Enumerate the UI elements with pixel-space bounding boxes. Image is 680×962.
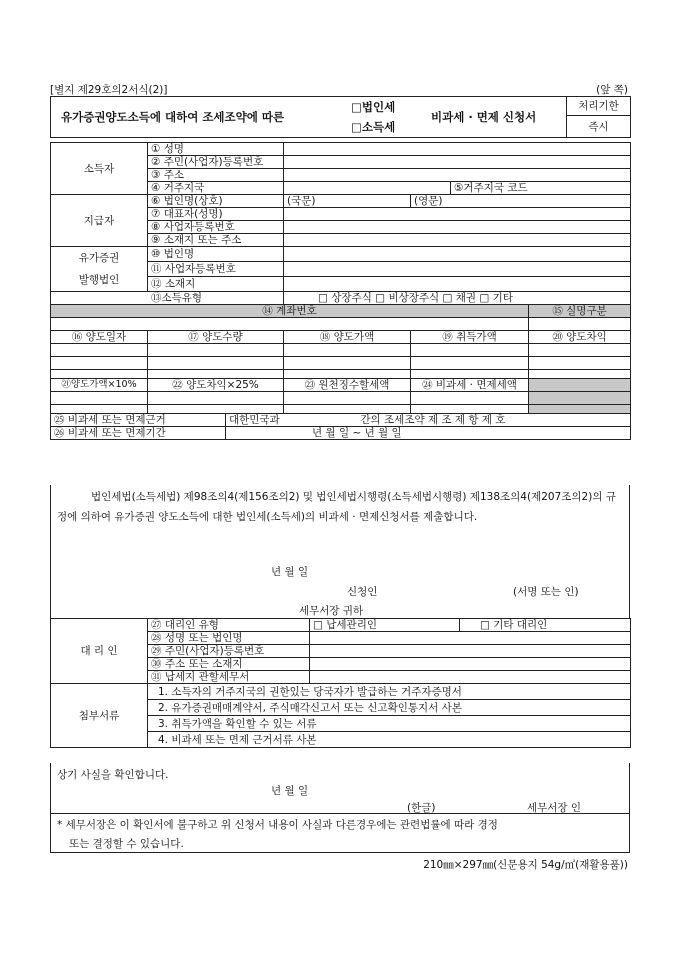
- address-input[interactable]: [284, 169, 631, 182]
- account-number-label: ⑭ 계좌번호: [51, 305, 529, 318]
- attachments-label: 첨부서류: [51, 684, 148, 748]
- transfer-value-input-3[interactable]: [284, 370, 411, 379]
- transfer-gain-input[interactable]: [529, 344, 631, 357]
- declaration-date[interactable]: 년 월 일: [271, 566, 309, 578]
- note-line-2: 또는 결정할 수 있습니다.: [69, 838, 184, 850]
- transfer-date-input[interactable]: [51, 344, 148, 357]
- issuer-location-label: ⑫ 소재지: [148, 277, 284, 292]
- transfer-value-10pct-input[interactable]: [51, 392, 148, 405]
- note-box: [50, 813, 630, 853]
- title-table: [50, 96, 631, 138]
- income-tax-checkbox[interactable]: □소득세: [351, 120, 396, 134]
- confirmation-text: 상기 사실을 확인합니다.: [57, 769, 169, 781]
- withholding-tax-label: ㉓ 원천징수할세액: [284, 379, 411, 392]
- transfer-gain-25pct-input[interactable]: [148, 392, 284, 405]
- tax-shaded-cell-2: [529, 392, 631, 405]
- payer-label: 지급자: [51, 195, 148, 247]
- agent-registration-input[interactable]: [310, 645, 631, 658]
- issuer-label: [51, 247, 148, 292]
- title-left: 유가증권양도소득에 대하여 조세조약에 따른: [61, 110, 285, 124]
- agent-label: 대 리 인: [51, 619, 148, 684]
- issuer-name-input[interactable]: [284, 247, 631, 262]
- real-name-type-label: ⑮ 실명구분: [529, 305, 631, 318]
- agent-address-input[interactable]: [310, 658, 631, 671]
- corp-name-english[interactable]: (영문): [411, 195, 631, 208]
- main-form-table: [50, 142, 631, 440]
- attachment-item: 2. 유가증권매매계약서, 주식매각신고서 또는 신고확인통지서 사본: [148, 700, 631, 716]
- corporate-tax-checkbox[interactable]: □법인세: [351, 100, 396, 114]
- attachment-item: 4. 비과세 또는 면제 근거서류 사본: [148, 732, 631, 748]
- declaration-text: 법인세법(소득세법) 제98조의4(제156조의2) 및 법인세법시행령(소득세법시행령) 제138조의4(제207조의2)의 규정에 의하여 유가증권 양도소득에 대한 법인세(소득세)의 비과세 · 면제신청서를 제출합니다.: [57, 491, 616, 523]
- exemption-period-label: ㉖ 비과세 또는 면제기간: [51, 427, 226, 440]
- business-number-label: ⑧ 사업자등록번호: [148, 221, 284, 234]
- exempt-tax-amount-input[interactable]: [411, 392, 529, 405]
- address-label: ③ 주소: [148, 169, 284, 182]
- registration-number-label: ② 주민(사업자)등록번호: [148, 156, 284, 169]
- applicant-label: 신청인: [347, 586, 378, 598]
- payer-address-input[interactable]: [284, 234, 631, 247]
- transfer-value-input[interactable]: [284, 344, 411, 357]
- business-number-input[interactable]: [284, 221, 631, 234]
- note-line-1: * 세무서장은 이 확인서에 불구하고 위 신청서 내용이 사실과 다른경우에는 관련법률에 따라 경정: [57, 819, 498, 831]
- exempt-tax-amount-label: ㉔ 비과세 · 면제세액: [411, 379, 529, 392]
- transfer-quantity-input[interactable]: [148, 344, 284, 357]
- representative-input[interactable]: [284, 208, 631, 221]
- transfer-quantity-input-2[interactable]: [148, 357, 284, 370]
- agent-address-label: ㉚ 주소 또는 소재지: [148, 658, 310, 671]
- signature-field[interactable]: (서명 또는 인): [513, 586, 579, 598]
- attachment-item: 3. 취득가액을 확인할 수 있는 서류: [148, 716, 631, 732]
- issuer-business-number-input[interactable]: [284, 262, 631, 277]
- confirmation-hangul: (한글): [407, 802, 436, 814]
- transfer-gain-25pct-label: ㉒ 양도차익×25%: [148, 379, 284, 392]
- income-type-options[interactable]: □ 상장주식 □ 비상장주식 □ 채권 □ 기타: [284, 292, 631, 305]
- acquisition-value-input-3[interactable]: [411, 370, 529, 379]
- agent-type-tax-manager[interactable]: □ 납세관리인: [310, 619, 460, 632]
- income-earner-label: 소득자: [51, 143, 148, 195]
- agent-tax-office-label: ㉛ 납세지 관할세무서: [148, 671, 310, 684]
- acquisition-value-input-2[interactable]: [411, 357, 529, 370]
- form-number: [별지 제29호의2서식(2)]: [50, 84, 168, 96]
- name-label: ① 성명: [148, 143, 284, 156]
- transfer-date-input-2[interactable]: [51, 357, 148, 370]
- transfer-gain-label: ⑳ 양도차익: [529, 331, 631, 344]
- treaty-korea: 대한민국과: [229, 414, 280, 426]
- corp-name-korean[interactable]: (국문): [284, 195, 411, 208]
- tax-office-addressee: 세무서장 귀하: [299, 605, 364, 617]
- transfer-date-label: ⑯ 양도일자: [51, 331, 148, 344]
- page-side: (앞 쪽): [596, 84, 628, 96]
- account-number-input[interactable]: [51, 318, 529, 331]
- exemption-period-input[interactable]: 년 월 일 ~ 년 월 일: [226, 427, 631, 440]
- exemption-basis-input[interactable]: [226, 414, 631, 427]
- paper-spec: 210㎜×297㎜(신문용지 54g/㎡(재활용품)): [423, 859, 628, 871]
- name-input[interactable]: [284, 143, 631, 156]
- agent-name-input[interactable]: [310, 632, 631, 645]
- deadline-label: 처리기한: [567, 97, 631, 116]
- issuer-location-input[interactable]: [284, 277, 631, 292]
- transfer-date-input-3[interactable]: [51, 370, 148, 379]
- exempt-tax-amount-input-2[interactable]: [411, 405, 529, 414]
- acquisition-value-input[interactable]: [411, 344, 529, 357]
- acquisition-value-label: ⑲ 취득가액: [411, 331, 529, 344]
- issuer-label-line1: 유가증권: [78, 252, 120, 264]
- agent-registration-label: ㉙ 주민(사업자)등록번호: [148, 645, 310, 658]
- exemption-basis-label: ㉕ 비과세 또는 면제근거: [51, 414, 226, 427]
- transfer-gain-input-2[interactable]: [529, 357, 631, 370]
- residence-country-label: ④ 거주지국: [148, 182, 284, 195]
- agent-type-label: ㉗ 대리인 유형: [148, 619, 310, 632]
- corp-name-label: ⑥ 법인명(상호): [148, 195, 284, 208]
- registration-number-input[interactable]: [284, 156, 631, 169]
- tax-shaded-cell: [529, 379, 631, 392]
- agent-type-other[interactable]: □ 기타 대리인: [460, 619, 631, 632]
- transfer-value-input-2[interactable]: [284, 357, 411, 370]
- residence-country-input[interactable]: [284, 182, 451, 195]
- confirmation-date[interactable]: 년 월 일: [271, 785, 309, 797]
- transfer-quantity-input-3[interactable]: [148, 370, 284, 379]
- withholding-tax-input[interactable]: [284, 392, 411, 405]
- confirmation-office: 세무서장 인: [527, 802, 582, 814]
- confirmation-box: [50, 763, 630, 814]
- issuer-label-line2: 발행법인: [78, 274, 120, 286]
- agent-table: [50, 618, 631, 748]
- real-name-type-input[interactable]: [529, 318, 631, 331]
- residence-country-code-label: ⑤거주지국 코드: [451, 182, 631, 195]
- issuer-business-number-label: ⑪ 사업자등록번호: [148, 262, 284, 277]
- declaration-box: [50, 485, 630, 619]
- agent-tax-office-input[interactable]: [310, 671, 631, 684]
- transfer-value-10pct-label: ㉑양도가액×10%: [51, 379, 148, 392]
- deadline-value: 즉시: [567, 116, 631, 138]
- transfer-value-label: ⑱ 양도가액: [284, 331, 411, 344]
- title-right: 비과세 · 면제 신청서: [431, 110, 537, 124]
- attachment-item: 1. 소득자의 거주지국의 권한있는 당국자가 발급하는 거주자증명서: [148, 684, 631, 700]
- representative-label: ⑦ 대표자(성명): [148, 208, 284, 221]
- treaty-article: 간의 조세조약 제 조 제 항 제 호: [360, 414, 506, 426]
- tax-shaded-cell-3: [529, 405, 631, 414]
- issuer-name-label: ⑩ 법인명: [148, 247, 284, 262]
- agent-name-label: ㉘ 성명 또는 법인명: [148, 632, 310, 645]
- payer-address-label: ⑨ 소재지 또는 주소: [148, 234, 284, 247]
- transfer-gain-25pct-input-2[interactable]: [148, 405, 284, 414]
- transfer-gain-input-3[interactable]: [529, 370, 631, 379]
- transfer-value-10pct-input-2[interactable]: [51, 405, 148, 414]
- income-type-label: ⑬소득유형: [51, 292, 284, 305]
- transfer-quantity-label: ⑰ 양도수량: [148, 331, 284, 344]
- withholding-tax-input-2[interactable]: [284, 405, 411, 414]
